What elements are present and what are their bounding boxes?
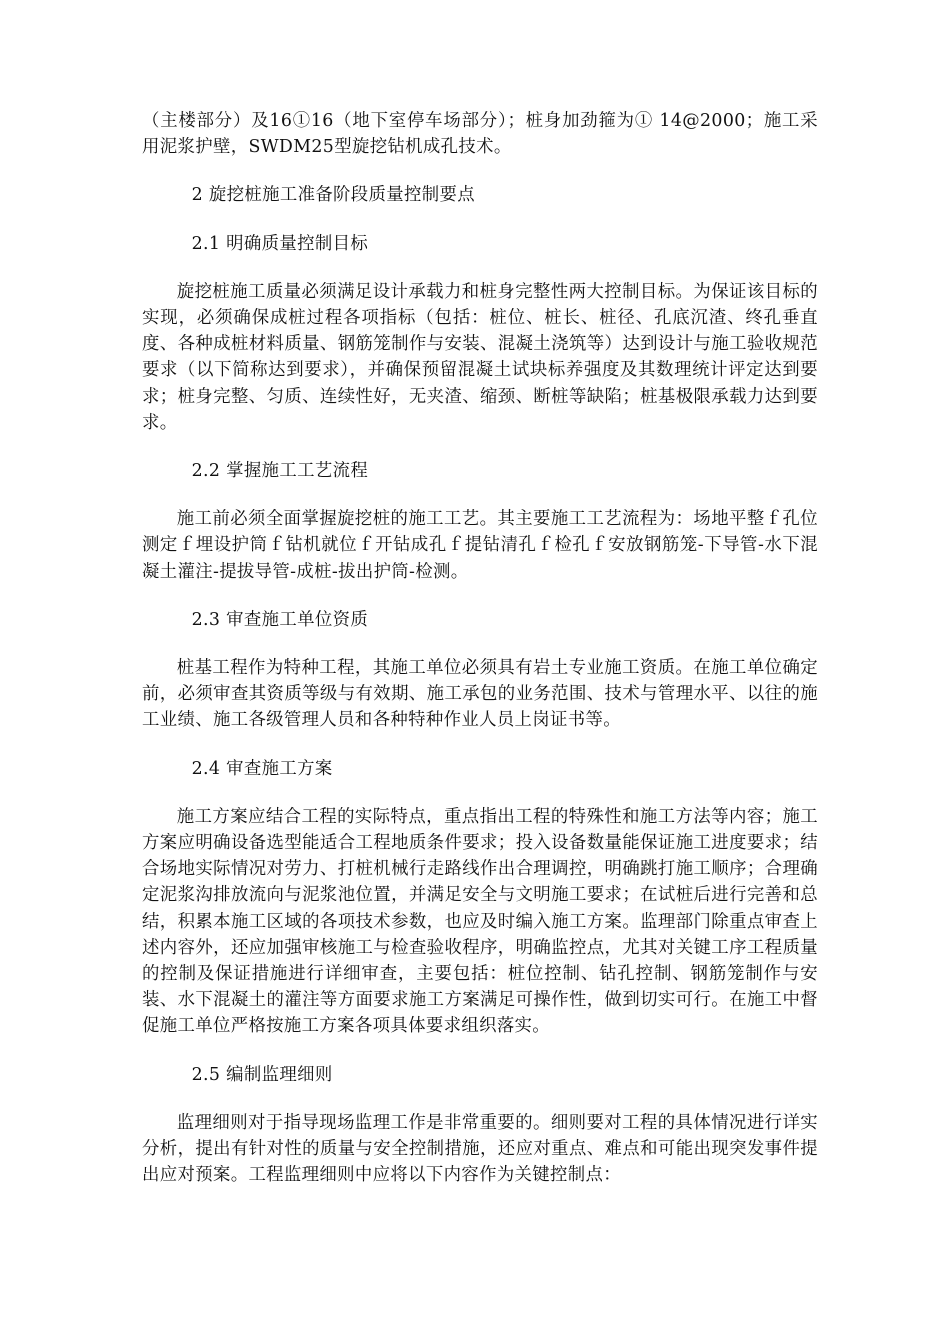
document-page	[142, 108, 818, 1189]
section-2-2-body: 施工前必须全面掌握旋挖桩的施工工艺。其主要施工工艺流程为：场地平整ｆ孔位测定ｆ埋设护筒ｆ钻机就位ｆ开钻成孔ｆ提钻清孔ｆ检孔ｆ安放钢筋笼-下导管-水下混凝土灌注-提拔导管-成桩-拔出护筒-检测。	[142, 509, 818, 582]
section-2-5-heading: 2.5 编制监理细则	[191, 1064, 333, 1085]
intro-paragraph: （主楼部分）及16①16（地下室停车场部分）；桩身加劲箍为① 14@2000；施工采用泥浆护壁，SWDM25型旋挖钻机成孔技术。	[142, 111, 818, 158]
section-2-1-body: 旋挖桩施工质量必须满足设计承载力和桩身完整性两大控制目标。为保证该目标的实现，必须确保成桩过程各项指标（包括：桩位、桩长、桩径、孔底沉渣、终孔垂直度、各种成桩材料质量、钢筋笼制作与安装、混凝土浇筑等）达到设计与施工验收规范要求（以下简称达到要求），并确保预留混凝土试块标养强度及其数理统计评定达到要求；桩身完整、匀质、连续性好，无夹渣、缩颈、断桩等缺陷；桩基极限承载力达到要求。	[142, 281, 818, 433]
section-2-4-body: 施工方案应结合工程的实际特点，重点指出工程的特殊性和施工方法等内容；施工方案应明确设备选型能适合工程地质条件要求；投入设备数量能保证施工进度要求；结合场地实际情况对劳力、打桩机械行走路线作出合理调控，明确跳打施工顺序；合理确定泥浆沟排放流向与泥浆池位置，并满足安全与文明施工要求；在试桩后进行完善和总结，积累本施工区域的各项技术参数，也应及时编入施工方案。监理部门除重点审查上述内容外，还应加强审核施工与检查验收程序，明确监控点，尤其对关键工序工程质量的控制及保证措施进行详细审查，主要包括：桩位控制、钻孔控制、钢筋笼制作与安装、水下混凝土的灌注等方面要求施工方案满足可操作性，做到切实可行。在施工中督促施工单位严格按施工方案各项具体要求组织落实。	[142, 806, 818, 1037]
section-2-1-heading: 2.1 明确质量控制目标	[191, 233, 369, 254]
section-2-2-heading: 2.2 掌握施工工艺流程	[191, 461, 369, 482]
section-2-5-body: 监理细则对于指导现场监理工作是非常重要的。细则要对工程的具体情况进行详实分析，提出有针对性的质量与安全控制措施，还应对重点、难点和可能出现突发事件提出应对预案。工程监理细则中应将以下内容作为关键控制点：	[142, 1112, 818, 1186]
section-2-3-body: 桩基工程作为特种工程，其施工单位必须具有岩土专业施工资质。在施工单位确定前，必须审查其资质等级与有效期、施工承包的业务范围、技术与管理水平、以往的施工业绩、施工各级管理人员和各种特种作业人员上岗证书等。	[142, 658, 818, 731]
section-2-3-heading: 2.3 审查施工单位资质	[191, 609, 369, 630]
section-2-heading: 2 旋挖桩施工准备阶段质量控制要点	[191, 185, 475, 206]
section-2-4-heading: 2.4 审查施工方案	[191, 758, 333, 779]
